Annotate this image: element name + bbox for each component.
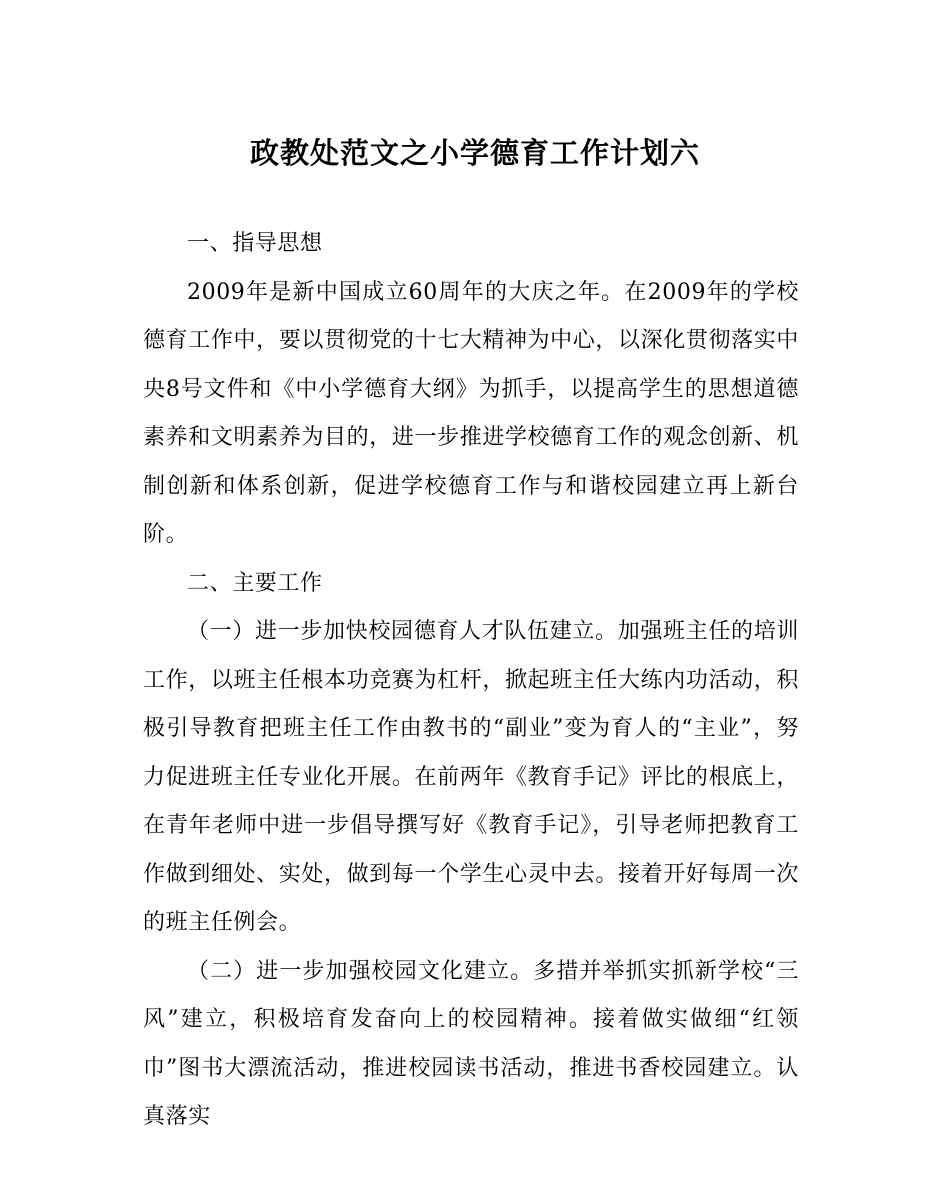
paragraph-guiding-thought: 2009年是新中国成立60周年的大庆之年。在2009年的学校德育工作中，要以贯彻党的十七大精神为中心，以深化贯彻落实中央8号文件和《中小学德育大纲》为抓手，以提高学生的思想道德素养和文明素养为目的，进一步推进学校德育工作的观念创新、机制创新和体系创新，促进学校德育工作与和谐校园建立再上新台阶。 xyxy=(143,279,799,547)
document-body xyxy=(143,220,799,1142)
paragraph-work-item-1: （一）进一步加快校园德育人才队伍建立。加强班主任的培训工作，以班主任根本功竞赛为杠杆，掀起班主任大练内功活动，积极引导教育把班主任工作由教书的“副业”变为育人的“主业”，努力促进班主任专业化开展。在前两年《教育手记》评比的根底上，在青年老师中进一步倡导撰写好《教育手记》，引导老师把教育工作做到细处、实处，做到每一个学生心灵中去。接着开好每周一次的班主任例会。 xyxy=(143,619,799,935)
section-heading-main-work: 二、主要工作 xyxy=(187,570,323,596)
paragraph-work-item-2: （二）进一步加强校园文化建立。多措并举抓实抓新学校“三风”建立，积极培育发奋向上的校园精神。接着做实做细“红领巾”图书大漂流活动，推进校园读书活动，推进书香校园建立。认真落实 xyxy=(143,958,799,1129)
document-title: 政教处范文之小学德育工作计划六 xyxy=(249,136,700,170)
section-heading-guiding-thought: 一、指导思想 xyxy=(187,231,323,256)
